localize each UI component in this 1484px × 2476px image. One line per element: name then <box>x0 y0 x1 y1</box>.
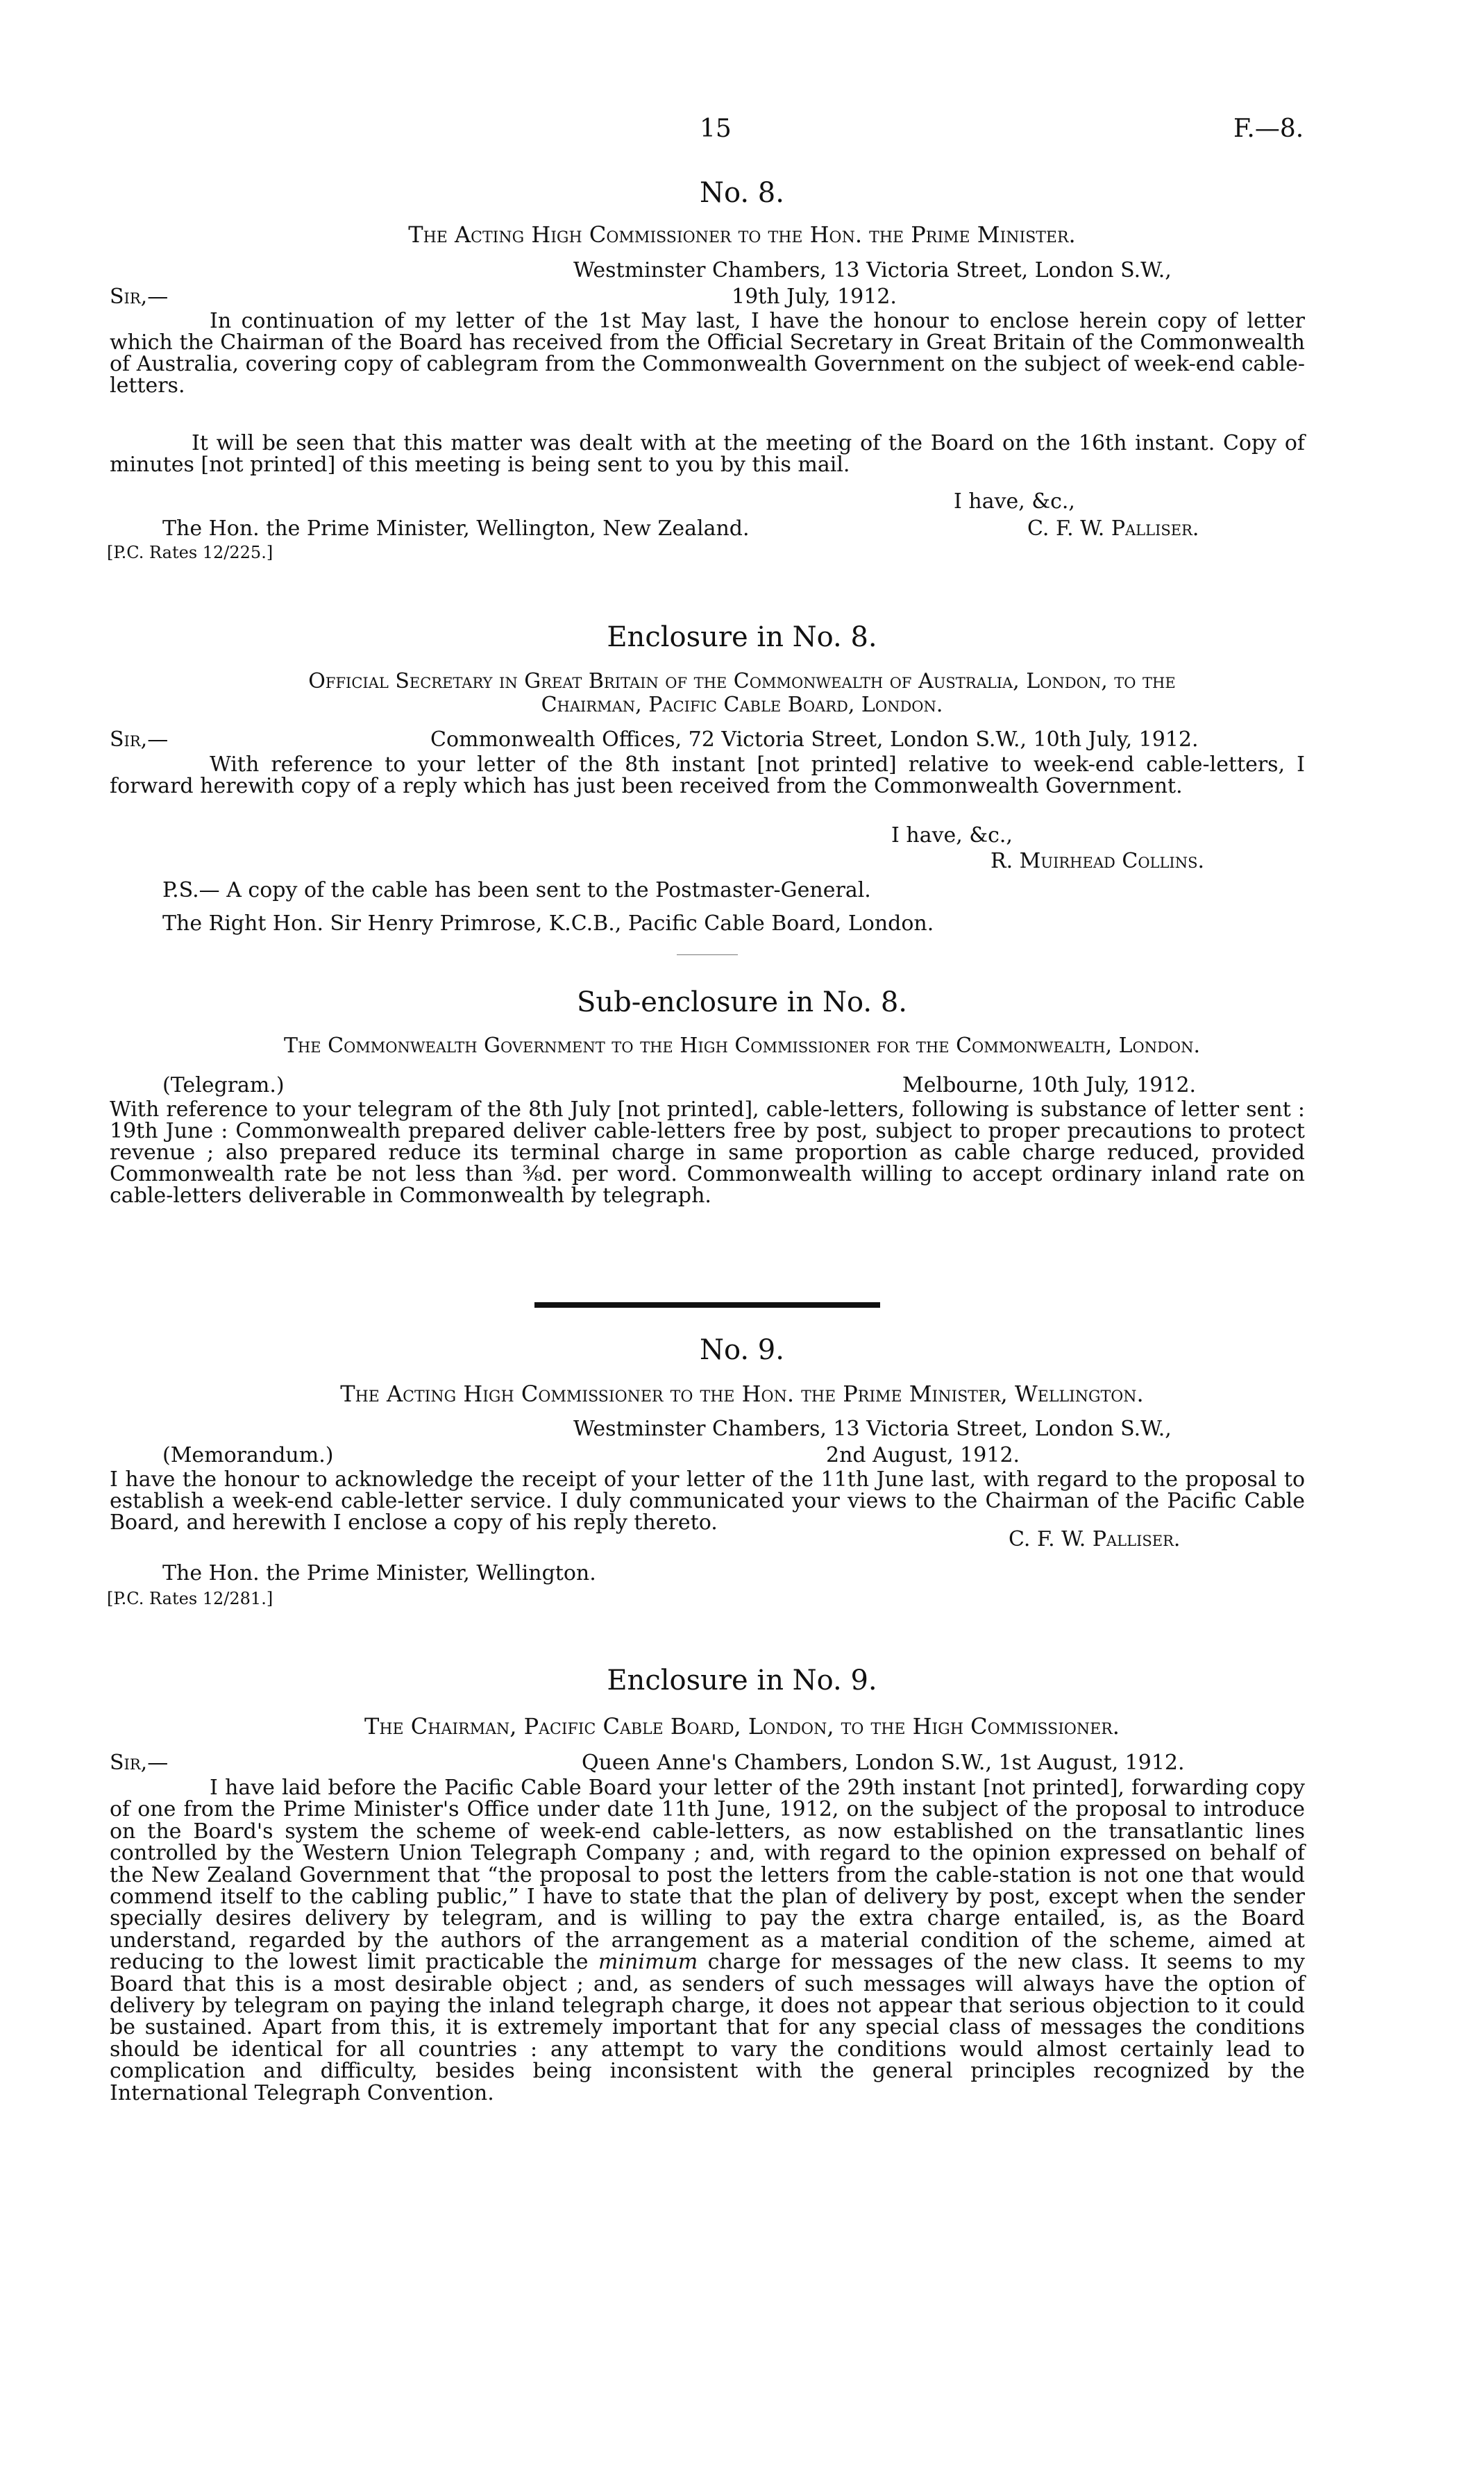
encl8-salutation: Sir,— <box>110 727 169 752</box>
no8-closing: I have, &c., <box>954 489 1075 514</box>
subencl8-place-date: Melbourne, 10th July, 1912. <box>902 1073 1197 1097</box>
no8-address: Westminster Chambers, 13 Victoria Street, London S.W., <box>573 258 1172 283</box>
no8-paragraph-2: It will be seen that this matter was dealt with at the meeting of the Board on the 16th instant. Copy of minutes [not printed] of this meeting is being sent to you by this mail. <box>110 431 1305 477</box>
no9-address: Westminster Chambers, 13 Victoria Street, London S.W., <box>573 1417 1172 1441</box>
subencl8-heading: Sub-enclosure in No. 8. <box>576 986 908 1018</box>
no8-file-reference: [P.C. Rates 12/225.] <box>107 543 273 562</box>
no8-date: 19th July, 1912. <box>732 285 897 309</box>
no9-paragraph-1: I have the honour to acknowledge the receipt of your letter of the 11th June last, with regard to the proposal to establish a week-end cable-letter service. I duly communicated your views to the Chairman of the Pacific Cable Board, and herewith I enclose a copy of his reply thereto. <box>110 1467 1305 1535</box>
no8-title: The Acting High Commissioner to the Hon. the Prime Minister. <box>408 221 1076 248</box>
no9-file-reference: [P.C. Rates 12/281.] <box>107 1589 273 1608</box>
no8-addressee: The Hon. the Prime Minister, Wellington, New Zealand. <box>162 516 750 541</box>
encl9-salutation: Sir,— <box>110 1751 169 1775</box>
encl8-paragraph-1: With reference to your letter of the 8th instant [not printed] relative to week-end cable-letters, I forward herewith copy of a reply which has just been received from the Commonwealth Government. <box>110 752 1305 798</box>
encl8-heading: Enclosure in No. 8. <box>607 621 877 653</box>
encl8-address-date: Commonwealth Offices, 72 Victoria Street, London S.W., 10th July, 1912. <box>430 727 1199 752</box>
no9-addressee: The Hon. the Prime Minister, Wellington. <box>162 1561 596 1585</box>
no9-date: 2nd August, 1912. <box>826 1443 1020 1467</box>
page-number: 15 <box>700 115 732 143</box>
no8-heading: No. 8. <box>700 177 784 209</box>
section-divider-short <box>677 954 738 955</box>
encl9-heading: Enclosure in No. 9. <box>607 1665 877 1696</box>
encl8-addressee: The Right Hon. Sir Henry Primrose, K.C.B., Pacific Cable Board, London. <box>162 911 934 936</box>
no9-title: The Acting High Commissioner to the Hon. the Prime Minister, Wellington. <box>340 1381 1144 1407</box>
encl9-address-date: Queen Anne's Chambers, London S.W., 1st August, 1912. <box>582 1751 1185 1775</box>
no8-paragraph-1: In continuation of my letter of the 1st May last, I have the honour to enclose herein copy of letter which the Chairman of the Board has received from the Official Secretary in Great Britain of the Commonwealth of Australia, covering copy of cablegram from the Commonwealth Government on the subject of week-end cable-letters. <box>110 309 1305 398</box>
encl9-title: The Chairman, Pacific Cable Board, London, to the High Commissioner. <box>364 1713 1120 1740</box>
no9-type: (Memorandum.) <box>162 1443 334 1467</box>
emphasized-word: minimum <box>598 1950 698 1975</box>
subencl8-type: (Telegram.) <box>162 1073 285 1097</box>
encl8-postscript: P.S.— A copy of the cable has been sent to the Postmaster-General. <box>162 878 871 902</box>
subencl8-title: The Commonwealth Government to the High Commissioner for the Commonwealth, London. <box>283 1034 1201 1058</box>
no9-signature: C. F. W. Palliser. <box>1009 1527 1181 1551</box>
no8-salutation: Sir,— <box>110 285 169 309</box>
encl8-title-line-1: Official Secretary in Great Britain of the Commonwealth of Australia, London, to the <box>308 669 1176 693</box>
no9-heading: No. 9. <box>700 1334 784 1366</box>
no8-signature: C. F. W. Palliser. <box>1027 516 1199 541</box>
section-separator-rule <box>534 1302 880 1308</box>
paper-reference: F.—8. <box>1233 115 1304 143</box>
encl8-closing: I have, &c., <box>891 823 1013 848</box>
subencl8-paragraph-1: With reference to your telegram of the 8th July [not printed], cable-letters, following is substance of letter sent : 19th June : Commonwealth prepared deliver cable-letters free by post, subject to proper precautions to protect revenue ; also prepared reduce its terminal charge in same proportion as cable charge reduced, provided Commonwealth rate be not less than ⅜d. per word. Commonwealth willing to accept ordinary inland rate on cable-letters deliverable in Commonwealth by telegraph. <box>110 1097 1305 1208</box>
encl9-paragraph-1: I have laid before the Pacific Cable Board your letter of the 29th instant [not printed], forwarding copy of one from the Prime Minister's Office under date 11th June, 1912, on the subject of the proposal to introduce on the Board's system the scheme of week-end cable-letters, as now established on the transatlantic lines controlled by the Western Union Telegraph Company ; and, with regard to the opinion expressed on behalf of the New Zealand Government that “the proposal to post the letters from the cable-station is not one that would commend itself to the cabling public,” I have to state that the plan of delivery by post, except when the sender specially desires delivery by telegram, and is willing to pay the extra charge entailed, is, as the Board understand, regarded by the authors of the arrangement as a material condition of the scheme, aimed at reducing to the lowest limit practicable the minimum charge for messages of the new class. It seems to my Board that this is a most desirable object ; and, as senders of such messages will always have the option of delivery by telegram on paying the inland telegraph charge, it does not appear that serious objection to it could be sustained. Apart from this, it is extremely important that for any special class of messages the conditions should be identical for all countries : any attempt to vary the conditions would almost certainly lead to complication and difficulty, besides being inconsistent with the general principles recognized by the International Telegraph Convention. <box>110 1776 1305 2105</box>
encl8-title-line-2: Chairman, Pacific Cable Board, London. <box>541 693 943 717</box>
encl8-signature: R. Muirhead Collins. <box>990 849 1205 873</box>
